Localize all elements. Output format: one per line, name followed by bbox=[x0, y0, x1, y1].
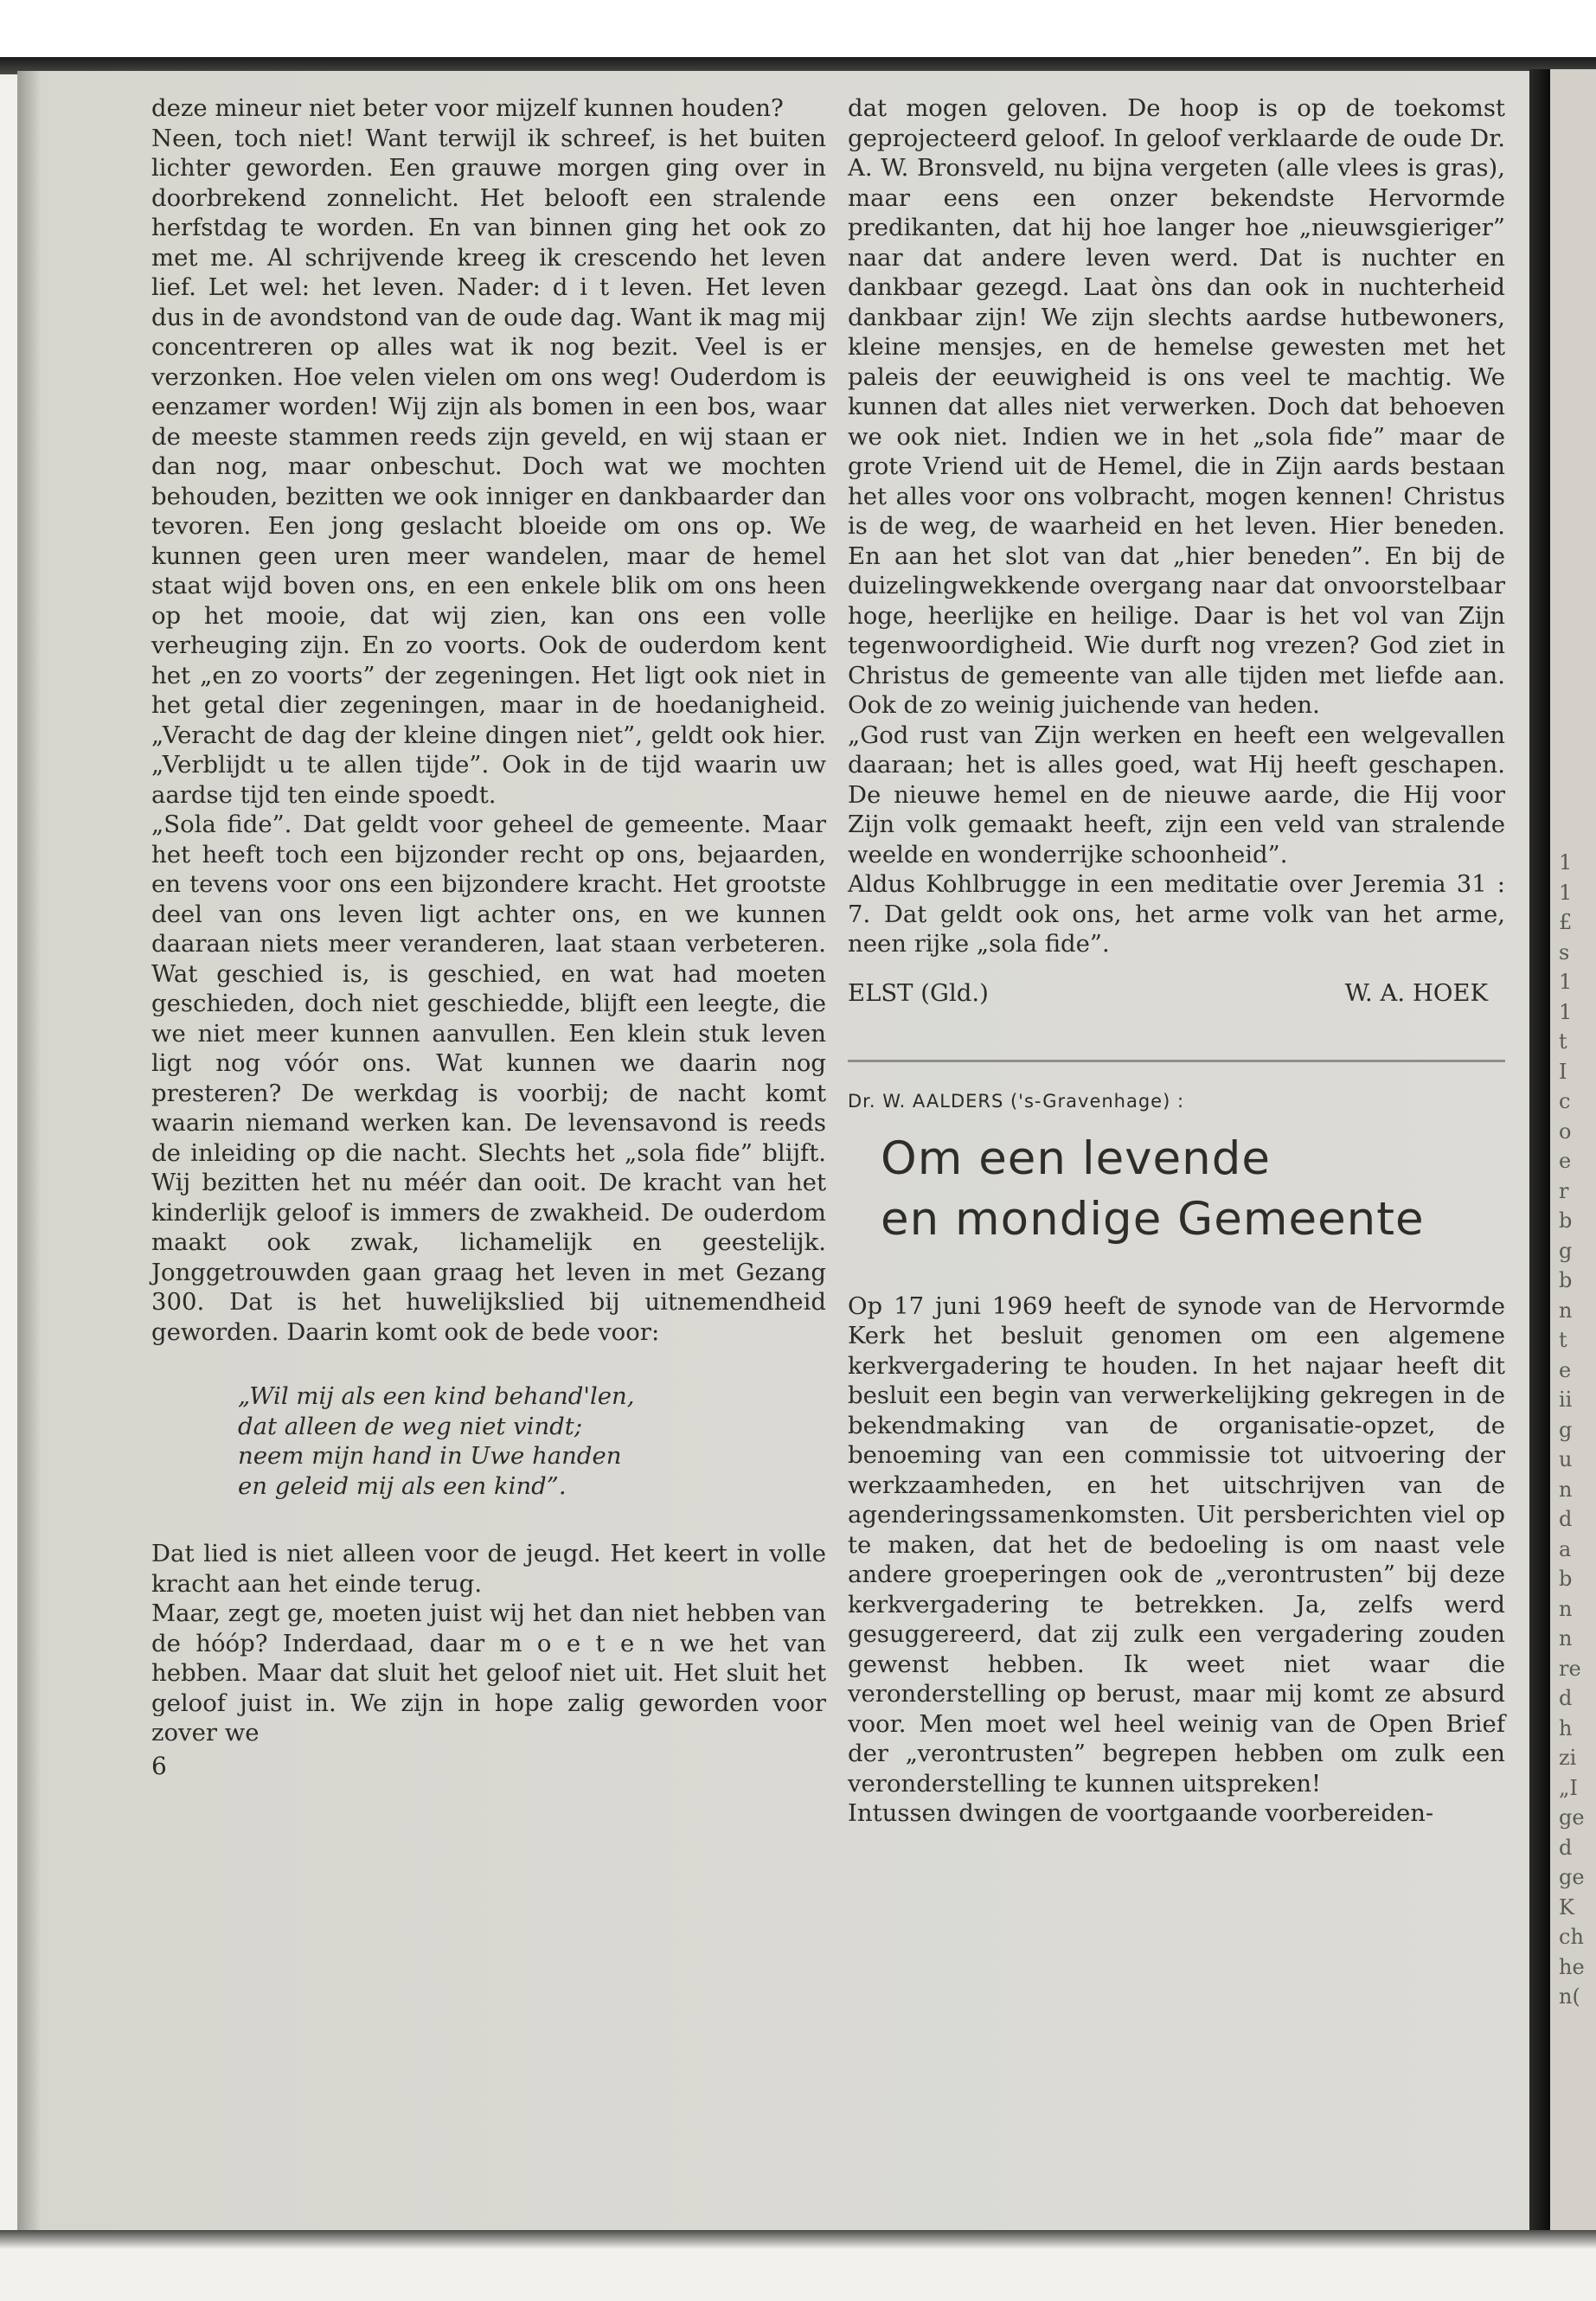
margin-letter: £ bbox=[1559, 910, 1573, 934]
right-paragraph: dat mogen geloven. De hoop is op de toekomst geprojecteerd geloof. In geloof verklaarde de oude Dr. A. W. Bronsveld, nu bijna vergeten (alle vlees is gras), maar eens een onzer bekendste Hervormde predikanten, dat hij hoe langer hoe „nieuwsgieriger” naar dat andere leven werd. Dat is nuchter en dankbaar gezegd. Laat òns dan ook in nuchterheid dankbaar zijn! We zijn slechts aardse hutbewoners, kleine mensjes, en de hemelse gewesten met het paleis der eeuwigheid is ons veel te machtig. We kunnen dat alles niet verwerken. Doch dat behoeven we ook niet. Indien we in het „sola fide” maar de grote Vriend uit de Hemel, die in Zijn aards bestaan het alles voor ons volbracht, mogen kennen! Christus is de weg, de waarheid en het leven. Hier beneden. En aan het slot van dat „hier beneden”. En bij de duizelingwekkende overgang naar dat onvoorstelbaar hoge, heerlijke en heilige. Daar is het vol van Zijn tegenwoordigheid. Wie durft nog vrezen? God ziet in Christus de gemeente van alle tijden met liefde aan. Ook de zo weinig juichende van heden. bbox=[848, 94, 1505, 719]
article-paragraph: Intussen dwingen de voortgaande voorbereiden- bbox=[848, 1799, 1434, 1827]
margin-letter: g bbox=[1559, 1417, 1573, 1442]
margin-letter: e bbox=[1559, 1149, 1572, 1173]
page-right-edge bbox=[1529, 69, 1550, 2236]
signoff-place: ELST (Gld.) bbox=[848, 978, 989, 1007]
headline-line: en mondige Gemeente bbox=[881, 1192, 1425, 1246]
article-headline bbox=[881, 1129, 1505, 1250]
right-paragraph: Aldus Kohlbrugge in een meditatie over Jeremia 31 : 7. Dat geldt ook ons, het arme volk van het arme, neen rijke „sola fide”. bbox=[848, 870, 1505, 958]
page-number: 6 bbox=[151, 1751, 167, 1780]
margin-letter: n( bbox=[1559, 1984, 1580, 2009]
margin-letter: he bbox=[1559, 1954, 1585, 1979]
margin-letter: ii bbox=[1559, 1388, 1573, 1412]
margin-letter: 1 bbox=[1559, 850, 1573, 875]
margin-letter: s bbox=[1559, 939, 1570, 965]
margin-letter: 1 bbox=[1559, 999, 1573, 1024]
margin-letter: n bbox=[1559, 1626, 1573, 1650]
margin-letter: n bbox=[1559, 1596, 1573, 1621]
next-page-margin-letters bbox=[1559, 848, 1593, 2012]
margin-letter: u bbox=[1559, 1447, 1573, 1471]
hymn-line: dat alleen de weg niet vindt; bbox=[238, 1412, 583, 1440]
margin-letter: c bbox=[1559, 1089, 1571, 1113]
headline-line: Om een levende bbox=[881, 1131, 1271, 1185]
next-page-strip bbox=[1550, 69, 1596, 2236]
margin-letter: t bbox=[1559, 1029, 1567, 1054]
scanner-top-border bbox=[0, 0, 1596, 62]
margin-letter: o bbox=[1559, 1118, 1572, 1144]
signoff-author: W. A. HOEK bbox=[1344, 978, 1488, 1007]
page-gutter-shadow bbox=[17, 71, 42, 2234]
margin-letter: h bbox=[1559, 1715, 1573, 1740]
left-column bbox=[151, 93, 826, 1781]
margin-letter: re bbox=[1559, 1656, 1581, 1681]
article-byline: Dr. W. AALDERS ('s-Gravenhage) : bbox=[848, 1091, 1185, 1112]
margin-letter: ge bbox=[1559, 1865, 1585, 1889]
margin-letter: 1 bbox=[1559, 970, 1573, 994]
margin-letter: 1 bbox=[1559, 880, 1573, 905]
article-paragraph: Op 17 juni 1969 heeft de synode van de Hervormde Kerk het besluit genomen om een algemene kerkvergadering te houden. In het najaar heeft dit besluit een begin van verwerkelijking gekregen in de bekendmaking van de organisatie-opzet, de benoeming van een commissie tot uitvoering der werkzaamheden, en het uitschrijven van de agenderingssamenkomsten. Uit persberichten viel op te maken, dat het de bedoeling is om naast vele andere groeperingen ook de „verontrusten” bij deze kerkvergadering te betrekken. Ja, zelfs werd gesuggereerd, dat zij zulk een vergadering zouden gewenst hebben. Ik weet niet waar die veronderstelling op berust, maar mij komt ze absurd voor. Men moet wel heel weinig van de Open Brief der „verontrusten” begrepen hebben om zulk een veronderstelling te kunnen uitspreken! bbox=[848, 1292, 1505, 1798]
page-bottom-shadow bbox=[0, 2230, 1596, 2249]
margin-letter: g bbox=[1559, 1238, 1573, 1263]
hymn-line: „Wil mij als een kind behand'len, bbox=[238, 1382, 635, 1410]
margin-letter: d bbox=[1559, 1835, 1573, 1860]
left-paragraph: Maar, zegt ge, moeten juist wij het dan niet hebben van de hóóp? Inderdaad, daar m o e t e n we het van hebben. Maar dat sluit het geloof niet uit. Het sluit het geloof juist in. We zijn in hope zalig geworden voor zover we bbox=[151, 1599, 826, 1747]
margin-letter: r bbox=[1559, 1178, 1569, 1203]
margin-letter: b bbox=[1559, 1567, 1573, 1591]
hymn-quote bbox=[238, 1381, 826, 1501]
right-paragraph: „God rust van Zijn werken en heeft een welgevallen daaraan; het is alles goed, wat Hij heeft geschapen. De nieuwe hemel en de nieuwe aarde, die Hij voor Zijn volk gemaakt heeft, zijn een veld van stralende weelde en wonderrijke schoonheid”. bbox=[848, 721, 1505, 868]
margin-letter: K bbox=[1559, 1894, 1574, 1920]
margin-letter: e bbox=[1559, 1357, 1572, 1382]
left-paragraph: Dat lied is niet alleen voor de jeugd. Het keert in volle kracht aan het einde terug. bbox=[151, 1540, 826, 1598]
left-paragraph: „Sola fide”. Dat geldt voor geheel de gemeente. Maar het heeft toch een bijzonder recht op ons, bejaarden, en tevens voor ons een bijzondere kracht. Het grootste deel van ons leven ligt achter ons, en we kunnen daaraan niets meer veranderen, laat staan verbeteren. Wat geschied is, is geschied, en wat had moeten geschieden, doch niet geschiedde, blijft een leegte, die we niet meer kunnen aanvullen. Een klein stuk leven ligt nog vóór ons. Wat kunnen we daarin nog presteren? De werkdag is voorbij; de nacht komt waarin niemand werken kan. De levensavond is reeds de inleiding op die nacht. Slechts het „sola fide” blijft. Wij bezitten het nu méér dan ooit. De kracht van het kinderlijk geloof is immers de zwakheid. De ouderdom maakt ook zwak, lichamelijk en geestelijk. Jonggetrouwden gaan graag het leven in met Gezang 300. Dat is het huwelijkslied bij uitnemendheid geworden. Daarin komt ook de bede voor: bbox=[151, 811, 826, 1346]
right-column bbox=[848, 93, 1505, 1829]
left-paragraph: Neen, toch niet! Want terwijl ik schreef, is het buiten lichter geworden. Een grauwe morgen ging over in doorbrekend zonnelicht. Het belooft een stralende herfstdag te worden. En van binnen ging het ook zo met me. Al schrijvende kreeg ik crescendo het leven lief. Let wel: het leven. Nader: d i t leven. Het leven dus in de avondstond van de oude dag. Want ik mag mij concentreren op alles wat ik nog bezit. Veel is er verzonken. Hoe velen vielen om ons weg! Ouderdom is eenzamer worden! Wij zijn als bomen in een bos, waar de meeste stammen reeds zijn geveld, en wij staan er dan nog, maar onbeschut. Doch wat we mochten behouden, bezitten we ook inniger en dankbaarder dan tevoren. Een jong geslacht bloeide om ons op. We kunnen geen uren meer wandelen, maar de hemel staat wijd boven ons, en een enkele blik om ons heen op het mooie, dat wij zien, kan ons een volle verheuging zijn. En zo voorts. Ook de ouderdom kent het „en zo voorts” der zegeningen. Het ligt ook niet in het getal dier zegeningen, maar in de hoedanigheid. „Veracht de dag der kleine dingen niet”, geldt ook hier. „Verblijdt u te allen tijde”. Ook in de tijd waarin uw aardse tijd ten einde spoedt. bbox=[151, 124, 826, 809]
margin-letter: b bbox=[1559, 1268, 1573, 1292]
margin-letter: ge bbox=[1559, 1805, 1585, 1830]
left-paragraph: deze mineur niet beter voor mijzelf kunnen houden? bbox=[151, 94, 784, 122]
margin-letter: I bbox=[1559, 1059, 1567, 1084]
section-divider bbox=[848, 1060, 1505, 1062]
margin-letter: b bbox=[1559, 1208, 1573, 1233]
margin-letter: „I bbox=[1559, 1775, 1578, 1800]
hymn-line: neem mijn hand in Uwe handen bbox=[238, 1442, 622, 1470]
margin-letter: ch bbox=[1559, 1925, 1584, 1949]
margin-letter: a bbox=[1559, 1536, 1572, 1561]
article-signoff bbox=[848, 978, 1505, 1009]
margin-letter: n bbox=[1559, 1298, 1573, 1323]
margin-letter: t bbox=[1559, 1328, 1567, 1352]
margin-letter: n bbox=[1559, 1477, 1573, 1502]
hymn-line: en geleid mij als een kind”. bbox=[238, 1471, 567, 1500]
margin-letter: d bbox=[1559, 1507, 1573, 1531]
margin-letter: zi bbox=[1559, 1746, 1577, 1770]
margin-letter: d bbox=[1559, 1686, 1573, 1710]
